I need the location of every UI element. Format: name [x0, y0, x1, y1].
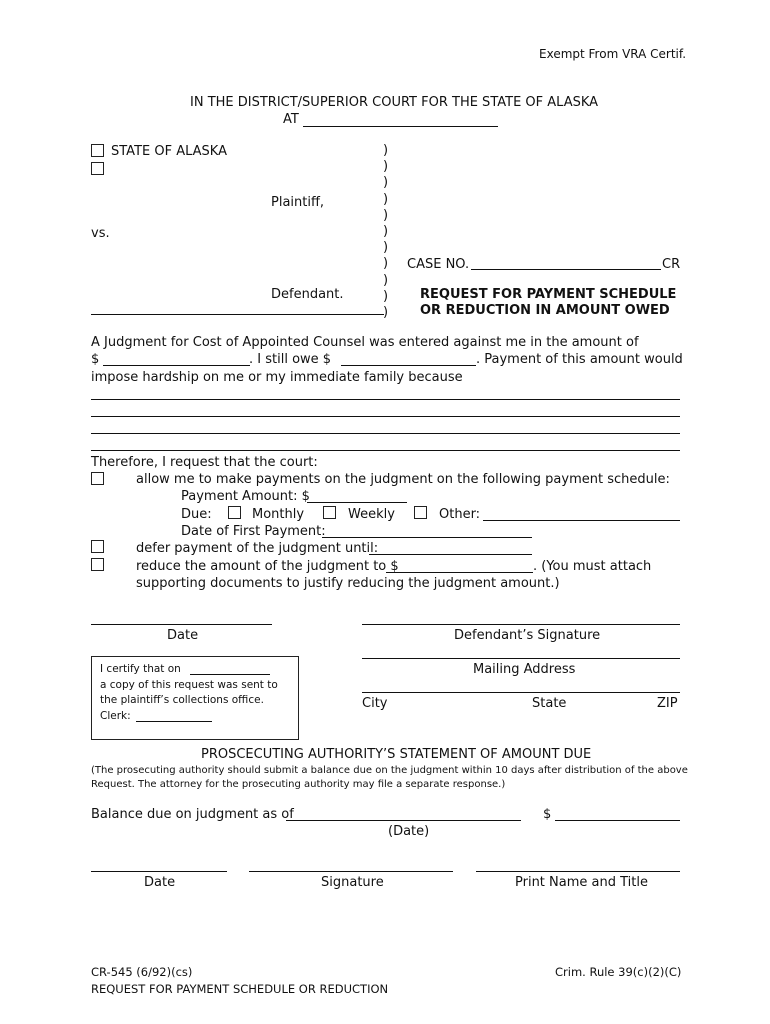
defendant-name-field[interactable]: [91, 314, 384, 315]
weekly-checkbox[interactable]: [323, 506, 336, 519]
at-location-field[interactable]: [303, 126, 498, 127]
defer-payment-checkbox[interactable]: [91, 540, 104, 553]
reduce-amount-checkbox[interactable]: [91, 558, 104, 571]
hardship-line-3[interactable]: [91, 433, 680, 434]
prosecutor-signature-label: Signature: [321, 875, 384, 890]
payment-would-text: . Payment of this amount would: [476, 352, 683, 367]
defer-until-field[interactable]: [369, 554, 532, 555]
state-of-alaska-checkbox[interactable]: [91, 144, 104, 157]
hardship-line-1[interactable]: [91, 399, 680, 400]
weekly-label: Weekly: [348, 507, 395, 522]
form-footer-title: REQUEST FOR PAYMENT SCHEDULE OR REDUCTION: [91, 982, 389, 996]
other-plaintiff-checkbox[interactable]: [91, 162, 104, 175]
clerk-cert-date-field[interactable]: [190, 674, 270, 675]
date-signed-field[interactable]: [91, 624, 272, 625]
clerk-signature-field[interactable]: [136, 721, 212, 722]
prosecuting-note-line2: Request. The attorney for the prosecuting authority may file a separate response.): [91, 779, 506, 790]
judgment-dollar-sign: $: [91, 352, 100, 367]
prosecutor-date-label: Date: [144, 875, 176, 890]
clerk-cert-line4: Clerk:: [100, 710, 131, 722]
monthly-label: Monthly: [252, 507, 305, 522]
judgment-amount-field[interactable]: [103, 365, 250, 366]
date-label: Date: [167, 628, 199, 643]
reduce-note-text: . (You must attach: [533, 559, 652, 574]
reduce-amount-text: reduce the amount of the judgment to $: [136, 559, 399, 574]
payment-amount-field[interactable]: [307, 502, 407, 503]
form-title-line2: OR REDUCTION IN AMOUNT OWED: [420, 303, 670, 318]
clerk-cert-line2: a copy of this request was sent to: [100, 679, 278, 691]
prosecutor-date-field[interactable]: [91, 871, 227, 872]
judgment-text-line3: impose hardship on me or my immediate family because: [91, 370, 463, 385]
hardship-line-4[interactable]: [91, 450, 680, 451]
plaintiff-label: Plaintiff,: [271, 195, 325, 210]
form-number: CR-545 (6/92)(cs): [91, 965, 193, 979]
defer-payment-text: defer payment of the judgment until:: [136, 541, 379, 556]
other-frequency-label: Other:: [439, 507, 481, 522]
case-no-field[interactable]: [471, 269, 661, 270]
print-name-title-label: Print Name and Title: [515, 875, 648, 890]
balance-amount-field[interactable]: [555, 820, 680, 821]
caption-parentheses: ) ) ) ) ) ) ) ) ) ) ): [383, 143, 389, 321]
at-label: AT: [283, 112, 299, 127]
other-frequency-checkbox[interactable]: [414, 506, 427, 519]
vs-label: vs.: [91, 226, 110, 241]
state-of-alaska-label: STATE OF ALASKA: [111, 144, 227, 159]
case-no-label: CASE NO.: [407, 257, 470, 272]
mailing-address-field[interactable]: [362, 658, 680, 659]
case-cr-suffix: CR: [662, 257, 681, 272]
court-heading: IN THE DISTRICT/SUPERIOR COURT FOR THE STATE OF ALASKA: [190, 95, 599, 110]
first-payment-date-field[interactable]: [322, 537, 532, 538]
city-label: City: [362, 696, 388, 711]
balance-due-label: Balance due on judgment as of: [91, 807, 294, 822]
hardship-line-2[interactable]: [91, 416, 680, 417]
prosecutor-signature-field[interactable]: [249, 871, 453, 872]
defendant-label: Defendant.: [271, 287, 344, 302]
state-label: State: [532, 696, 567, 711]
still-owe-label: . I still owe $: [249, 352, 332, 367]
payment-amount-label: Payment Amount: $: [181, 489, 310, 504]
other-frequency-field[interactable]: [483, 520, 680, 521]
prosecuting-note-line1: (The prosecuting authority should submit a balance due on the judgment within 10 days after distribution of the above: [91, 765, 688, 776]
city-state-zip-field[interactable]: [362, 692, 680, 693]
mailing-address-label: Mailing Address: [473, 662, 576, 677]
defendant-signature-label: Defendant’s Signature: [454, 628, 601, 643]
prosecutor-name-title-field[interactable]: [476, 871, 680, 872]
therefore-text: Therefore, I request that the court:: [91, 455, 318, 470]
balance-date-field[interactable]: [286, 820, 521, 821]
first-payment-label: Date of First Payment:: [181, 524, 326, 539]
zip-label: ZIP: [657, 696, 678, 711]
monthly-checkbox[interactable]: [228, 506, 241, 519]
clerk-cert-line1: I certify that on: [100, 663, 181, 675]
still-owe-field[interactable]: [341, 365, 476, 366]
form-title-line1: REQUEST FOR PAYMENT SCHEDULE: [420, 287, 677, 302]
defendant-signature-field[interactable]: [362, 624, 680, 625]
criminal-rule-reference: Crim. Rule 39(c)(2)(C): [555, 965, 682, 979]
exempt-note: Exempt From VRA Certif.: [539, 47, 687, 61]
clerk-cert-line3: the plaintiff’s collections office.: [100, 694, 264, 706]
prosecuting-heading: PROSCECUTING AUTHORITY’S STATEMENT OF AMOUNT DUE: [201, 747, 592, 762]
balance-dollar-sign: $: [543, 807, 552, 822]
payment-schedule-checkbox[interactable]: [91, 472, 104, 485]
supporting-docs-text: supporting documents to justify reducing the judgment amount.): [136, 576, 560, 591]
due-label: Due:: [181, 507, 212, 522]
reduce-amount-field[interactable]: [386, 572, 533, 573]
date-caption: (Date): [388, 824, 430, 839]
judgment-text-line1: A Judgment for Cost of Appointed Counsel was entered against me in the amount of: [91, 335, 639, 350]
allow-payments-text: allow me to make payments on the judgment on the following payment schedule:: [136, 472, 670, 487]
